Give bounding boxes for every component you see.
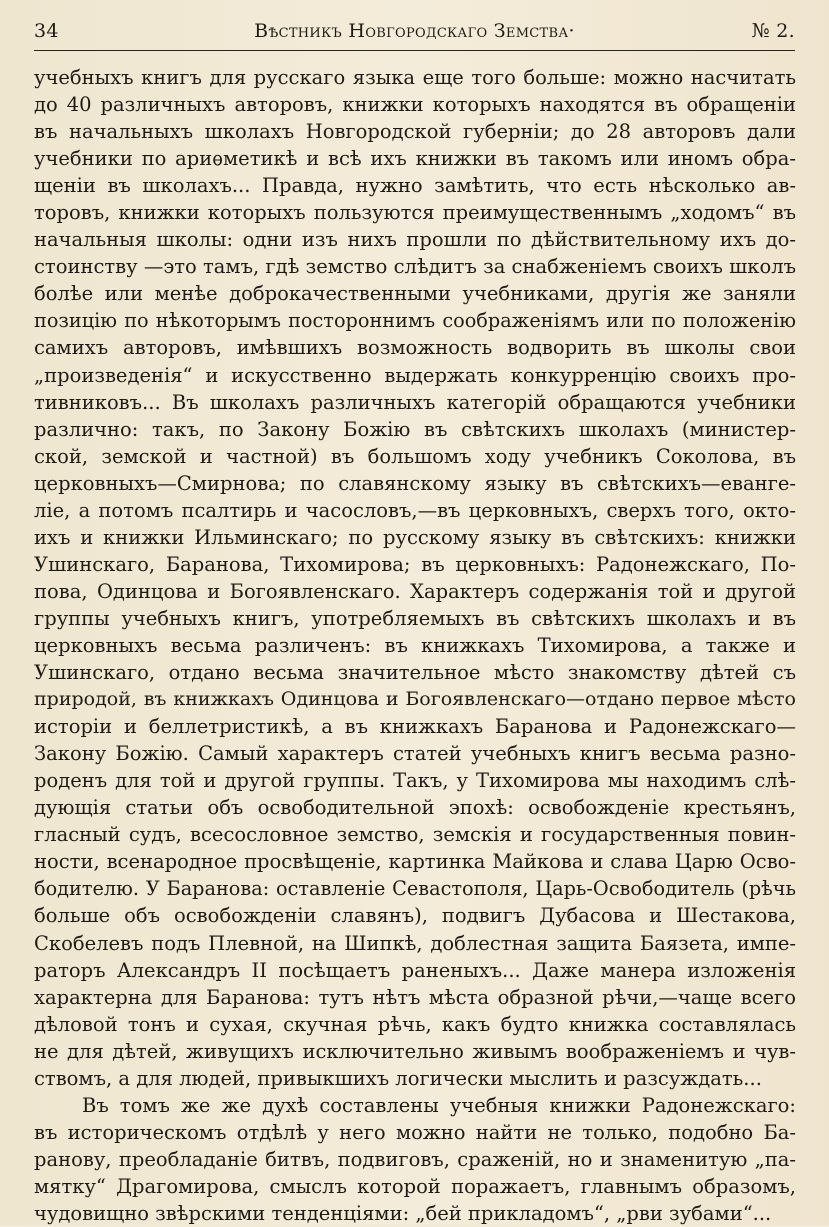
text-line: Закону Божію. Самый характеръ статей учебныхъ книгъ весьма разно- <box>34 742 796 766</box>
text-line: чудовищно звѣрскими тенденціями: „бей прикладомъ“, „рви зубами“... <box>34 1201 772 1225</box>
text-line: Скобелевъ подъ Плевной, на Шипкѣ, доблестная защита Баязета, импе- <box>34 931 796 955</box>
text-line: въ начальныхъ школахъ Новгородской губерніи; до 28 авторовъ дали <box>34 120 796 144</box>
text-line: дѣловой тонъ и сухая, скучная рѣчь, какъ будто книжка составлялась <box>34 1012 796 1036</box>
text-line: Въ томъ же же духѣ составлены учебныя книжки Радонежскаго: <box>82 1093 796 1117</box>
text-line: ранову, преобладаніе битвъ, подвиговъ, сраженій, но и знаменитую „па- <box>34 1147 796 1171</box>
text-line: различно: такъ, по Закону Божію въ свѣтскихъ школахъ (министер- <box>34 417 796 441</box>
text-line: церковныхъ весьма различенъ: въ книжкахъ Тихомирова, а также и <box>34 633 796 657</box>
text-line: ствомъ, а для людей, привыкшихъ логически мыслить и разсуждать... <box>34 1066 762 1090</box>
text-line: начальныя школы: одни изъ нихъ прошли по дѣйствительному ихъ до- <box>34 228 796 252</box>
text-line: характерна для Баранова: тутъ нѣтъ мѣста образной рѣчи,—чаще всего <box>34 985 796 1009</box>
body-text <box>34 64 796 1227</box>
paragraph-1 <box>34 64 796 1092</box>
text-line: пова, Одинцова и Богоявленскаго. Характеръ содержанія той и другой <box>34 579 796 603</box>
text-line: ской, земской и частной) въ большомъ ходу учебникъ Соколова, въ <box>34 444 796 468</box>
text-line: „произведенія“ и искусственно выдержать конкурренцію своихъ про- <box>34 363 796 387</box>
text-line: Ушинскаго, отдано весьма значительное мѣсто знакомству дѣтей съ <box>34 661 796 685</box>
text-line: позицію по нѣкоторымъ постороннимъ соображеніямъ или по положенію <box>34 309 796 333</box>
text-line: не для дѣтей, живущихъ исключительно живымъ воображеніемъ и чув- <box>34 1039 796 1063</box>
text-line: гласный судъ, всесословное земство, земскія и государственныя повин- <box>34 823 796 847</box>
text-line: ихъ и книжки Ильминскаго; по русскому языку въ свѣтскихъ: книжки <box>34 525 796 549</box>
text-line: ліе, а потомъ псалтирь и часословъ,—въ церковныхъ, сверхъ того, окто- <box>34 498 796 522</box>
text-line: церковныхъ—Смирнова; по славянскому языку въ свѣтскихъ—еванге- <box>34 471 796 495</box>
text-line: бодителю. У Баранова: оставленіе Севастополя, Царь-Освободитель (рѣчь <box>34 877 796 901</box>
text-line: торовъ, книжки которыхъ пользуются преимущественнымъ „ходомъ“ въ <box>34 201 796 225</box>
text-line: группы учебныхъ книгъ, употребляемыхъ въ свѣтскихъ школахъ и въ <box>34 606 796 630</box>
text-line: роденъ для той и другой группы. Такъ, у Тихомирова мы находимъ слѣ- <box>34 769 796 793</box>
text-line: дующія статьи объ освободительной эпохѣ: освобожденіе крестьянъ, <box>34 796 796 820</box>
text-line: учебныхъ книгъ для русскаго языка еще того больше: можно насчитать <box>34 66 796 89</box>
text-line: болѣе или менѣе доброкачественными учебниками, другія же заняли <box>34 282 796 306</box>
text-line: раторъ Александръ II посѣщаетъ раненыхъ... Даже манера изложенія <box>34 958 796 982</box>
text-line: въ историческомъ отдѣлѣ у него можно найти не только, подобно Ба- <box>34 1120 796 1144</box>
journal-title: Вѣстникъ Новгородскаго Земства· <box>254 20 575 42</box>
text-line: Ушинскаго, Баранова, Тихомирова; въ церковныхъ: Радонежскаго, По- <box>34 552 796 576</box>
text-line: ности, всенародное просвѣщеніе, картинка Майкова и слава Царю Осво- <box>34 850 796 874</box>
page-number: 34 <box>34 20 59 42</box>
text-line: учебники по ариѳметикѣ и всѣ ихъ книжки въ такомъ или иномъ обра- <box>34 147 796 171</box>
text-line: стоинству —это тамъ, гдѣ земство слѣдитъ за снабженіемъ своихъ школъ <box>34 255 796 279</box>
text-line: исторіи и беллетристикѣ, а въ книжкахъ Баранова и Радонежскаго— <box>34 715 796 739</box>
running-header <box>34 20 795 46</box>
text-line: самихъ авторовъ, имѣвшихъ возможность водворить въ школы свои <box>34 336 796 360</box>
text-line: природой, въ книжкахъ Одинцова и Богоявленскаго—отдано первое мѣсто <box>34 688 796 711</box>
paragraph-2 <box>34 1092 796 1227</box>
text-line: больше объ освобожденіи славянъ), подвигъ Дубасова и Шестакова, <box>34 904 796 928</box>
text-line: мятку“ Драгомирова, смыслъ которой поражаетъ, главнымъ образомъ, <box>34 1174 796 1198</box>
issue-number: № 2. <box>751 20 795 42</box>
text-line: до 40 различныхъ авторовъ, книжки которыхъ находятся въ обращеніи <box>34 93 796 117</box>
header-rule <box>34 50 795 51</box>
text-line: щеніи въ школахъ... Правда, нужно замѣтить, что есть нѣсколько ав- <box>34 174 796 198</box>
text-line: тивниковъ... Въ школахъ различныхъ категорій обращаются учебники <box>34 390 796 414</box>
